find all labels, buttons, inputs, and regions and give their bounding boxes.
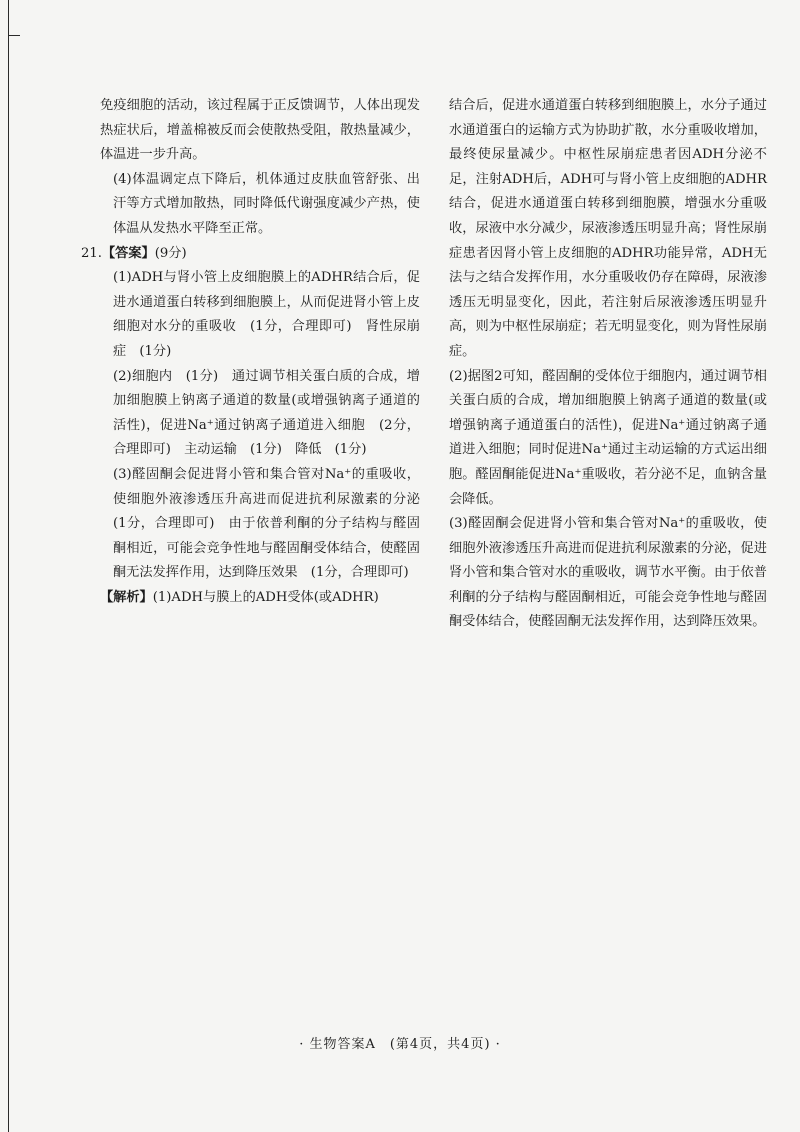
analysis-text: (1)ADH与膜上的ADH受体(或ADHR) [152,589,379,605]
right-paragraph-1: 结合后，促进水通道蛋白转移到细胞膜上，水分子通过水通道蛋白的运输方式为协助扩散，水分重吸收增加，最终使尿量减少。中枢性尿崩症患者因ADH分泌不足，注射ADH后，ADH可与肾小管上皮细胞的ADHR结合，促进水通道蛋白转移到细胞膜，增强水分重吸收，尿液中水分减少，尿液渗透压明显升高；肾性尿崩症患者因肾小管上皮细胞的ADHR功能异常，ADH无法与之结合发挥作用，水分重吸收仍存在障碍，尿液渗透压无明显变化，因此，若注射后尿液渗透压明显升高，则为中枢性尿崩症；若无明显变化，则为肾性尿崩症。 [449,98,767,359]
right-column [449,94,767,635]
left-paragraph-2: (4)体温调定点下降后，机体通过皮肤血管舒张、出汗等方式增加散热，同时降低代谢强度减少产热，使体温从发热水平降至正常。 [113,171,420,236]
left-column [81,94,434,610]
analysis-label: 【解析】 [100,589,153,605]
page-footer: · 生物答案A (第4页，共4页) · [299,1037,501,1052]
scan-edge-line [8,0,9,1132]
question-21-header [81,242,420,267]
answer-part-2: (2)细胞内 (1分) 通过调节相关蛋白质的合成，增加细胞膜上钠离子通道的数量(或增强钠离子通道的活性)，促进Na⁺通过钠离子通道进入细胞 (2分，合理即可) 主动运输 (1分) 降低 (1分) [113,368,420,458]
question-number: 21. [81,245,102,261]
right-paragraph-2: (2)据图2可知，醛固酮的受体位于细胞内，通过调节相关蛋白质的合成，增加细胞膜上钠离子通道的数量(或增强钠离子通道蛋白的活性)，促进Na⁺通过钠离子通道进入细胞；同时促进Na⁺通过主动运输的方式运出细胞。醛固酮能促进Na⁺重吸收，若分泌不足，血钠含量会降低。 [449,368,767,507]
scan-edge-tick [8,35,20,36]
right-paragraph-3: (3)醛固酮会促进肾小管和集合管对Na⁺的重吸收，使细胞外液渗透压升高进而促进抗利尿激素的分泌，促进肾小管和集合管对水的重吸收，调节水平衡。由于依普利酮的分子结构与醛固酮相近，可能会竞争性地与醛固酮受体结合，使醛固酮无法发挥作用，达到降压效果。 [449,516,767,630]
answer-points: (9分) [154,245,187,261]
answer-part-1: (1)ADH与肾小管上皮细胞膜上的ADHR结合后，促进水通道蛋白转移到细胞膜上，从而促进肾小管上皮细胞对水分的重吸收 (1分，合理即可) 肾性尿崩症 (1分) [113,270,420,359]
left-paragraph-1: 免疫细胞的活动，该过程属于正反馈调节，人体出现发热症状后，增盖棉被反而会使散热受阻，散热量减少，体温进一步升高。 [100,98,420,163]
answer-label: 【答案】 [101,245,155,261]
answer-part-3: (3)醛固酮会促进肾小管和集合管对Na⁺的重吸收，使细胞外液渗透压升高进而促进抗利尿激素的分泌 (1分，合理即可) 由于依普利酮的分子结构与醛固酮相近，可能会竞争性地与醛固酮受体结合，使醛固酮无法发挥作用，达到降压效果 (1分，合理即可) [113,466,434,581]
analysis-start [100,586,420,611]
